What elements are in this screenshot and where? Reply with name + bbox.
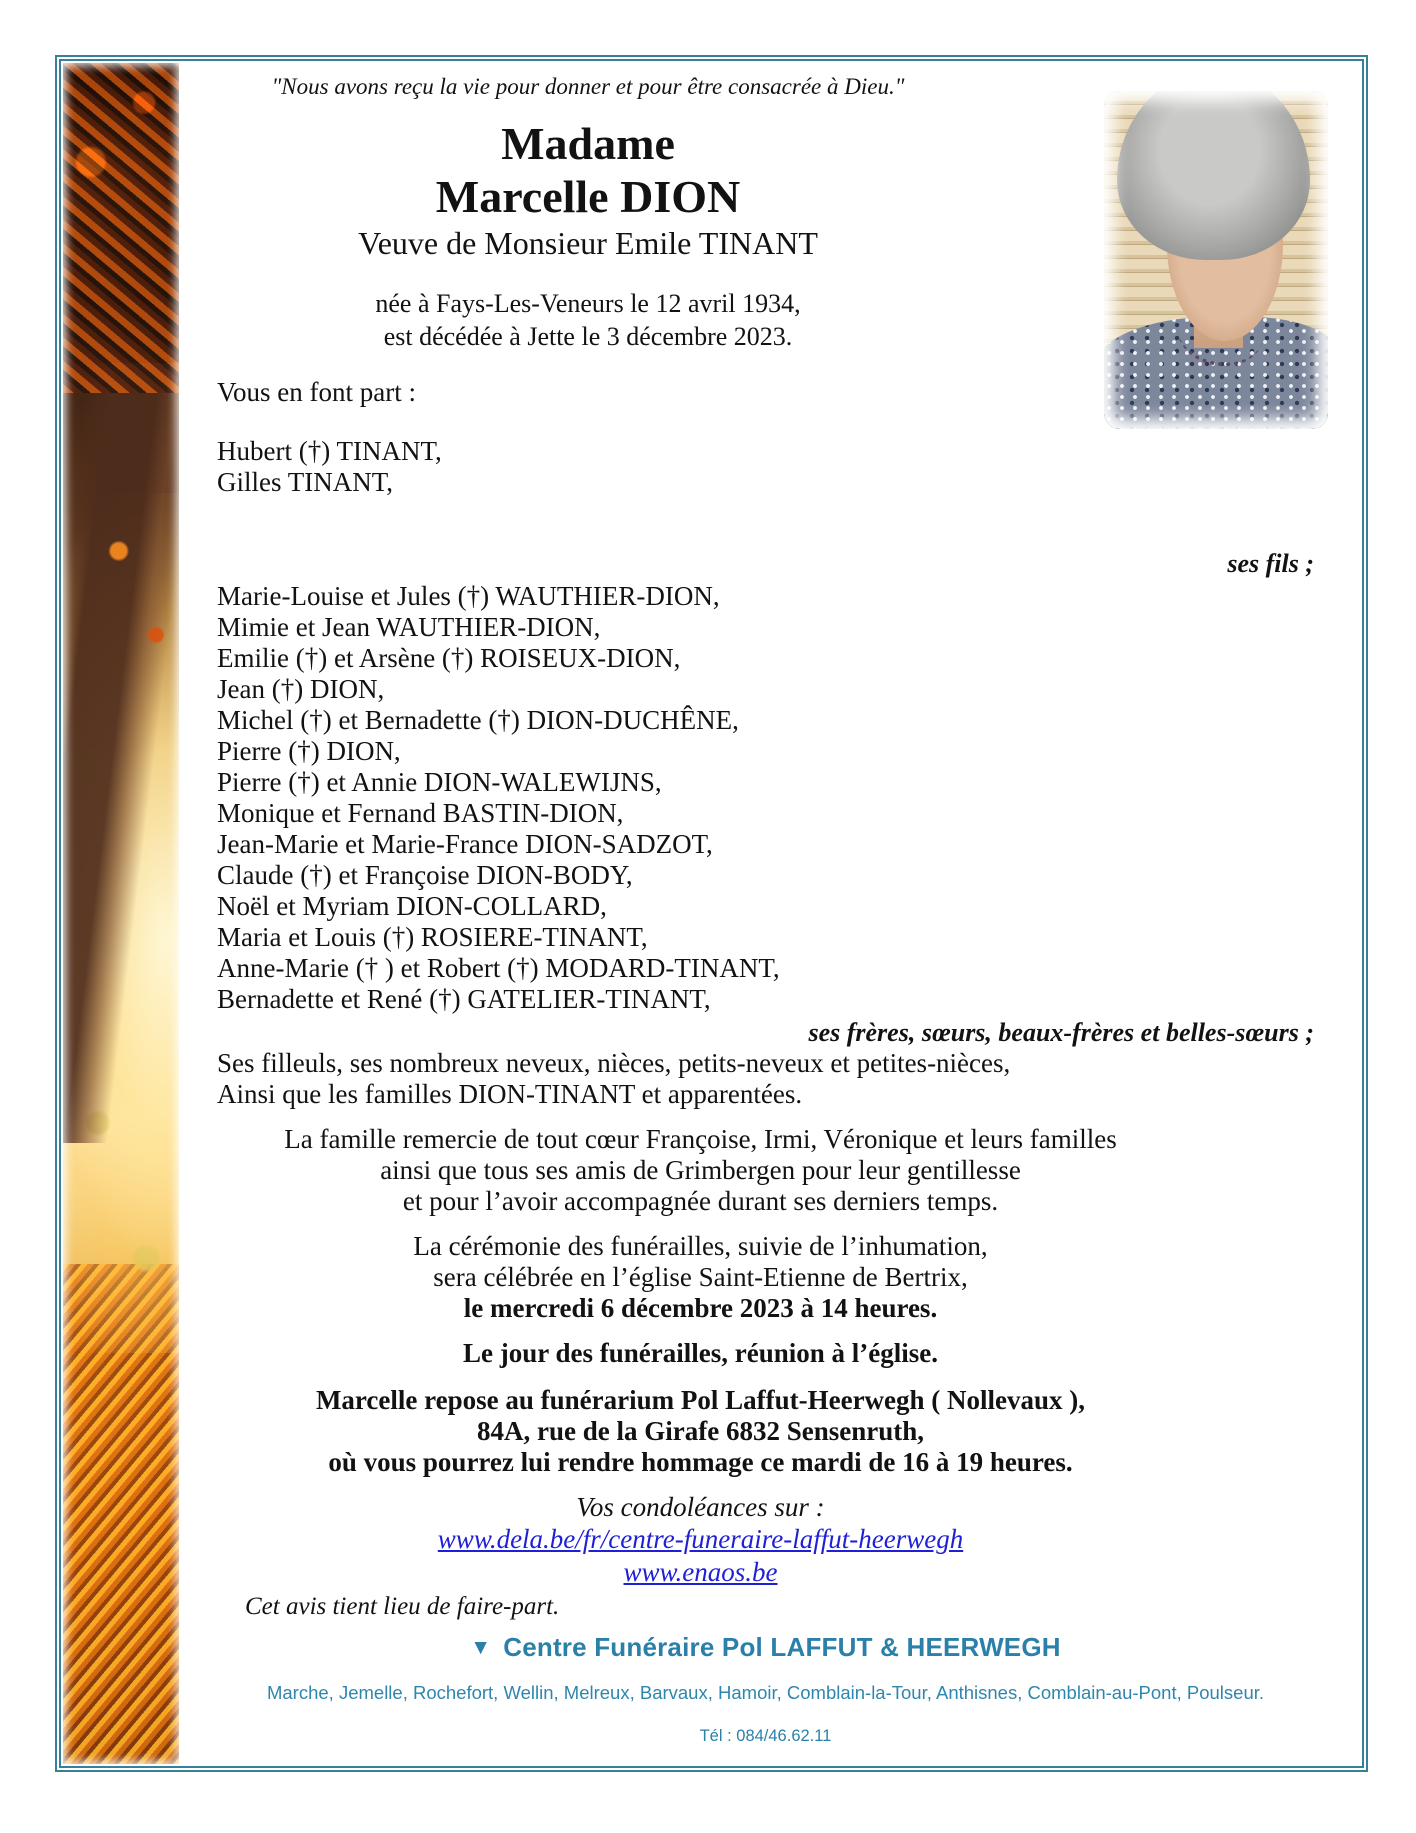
- relatives-line: Ainsi que les familles DION-TINANT et apparentées.: [217, 1079, 803, 1109]
- repose-line: 84A, rue de la Girafe 6832 Sensenruth,: [477, 1416, 924, 1446]
- list-item: Michel (†) et Bernadette (†) DION-DUCHÊNE,: [217, 705, 739, 735]
- ceremony-paragraph: [217, 1231, 1184, 1324]
- list-item: Mimie et Jean WAUTHIER-DION,: [217, 612, 601, 642]
- funeral-home-cities: Marche, Jemelle, Rochefort, Wellin, Melreux, Barvaux, Hamoir, Comblain-la-Tour, Anthisnes, Comblain-au-Pont, Poulseur.: [266, 1682, 1265, 1703]
- opening-quote: "Nous avons reçu la vie pour donner et pour être consacrée à Dieu.": [271, 74, 905, 99]
- triangle-icon: ▼: [470, 1636, 492, 1659]
- list-item: Emilie (†) et Arsène (†) ROISEUX-DION,: [217, 643, 681, 673]
- thanks-line: La famille remercie de tout cœur Françoise, Irmi, Véronique et leurs familles: [284, 1124, 1117, 1154]
- content-area: [181, 61, 1362, 1766]
- condolences-link-dela[interactable]: www.dela.be/fr/centre-funeraire-laffut-heerwegh: [437, 1524, 964, 1554]
- siblings-list: [217, 581, 1314, 1015]
- list-item: Monique et Fernand BASTIN-DION,: [217, 798, 624, 828]
- thanks-paragraph: [217, 1124, 1184, 1217]
- funeral-home-name: Centre Funéraire Pol LAFFUT & HEERWEGH: [503, 1632, 1061, 1662]
- ceremony-datetime: le mercredi 6 décembre 2023 à 14 heures.: [463, 1293, 938, 1323]
- condolences-link-enaos[interactable]: www.enaos.be: [623, 1557, 778, 1587]
- thanks-line: et pour l’avoir accompagnée durant ses derniers temps.: [402, 1186, 999, 1216]
- siblings-caption: ses frères, sœurs, beaux-frères et belles-sœurs ;: [808, 1018, 1314, 1047]
- repose-line: Marcelle repose au funérarium Pol Laffut-Heerwegh ( Nollevaux ),: [315, 1385, 1086, 1415]
- list-item: Anne-Marie († ) et Robert (†) MODARD-TINANT,: [217, 953, 780, 983]
- announcement-card: [55, 55, 1368, 1772]
- death-line: est décédée à Jette le 3 décembre 2023.: [383, 322, 793, 351]
- header-block: [217, 73, 959, 353]
- condolences-block: [217, 1492, 1184, 1589]
- list-item: Pierre (†) DION,: [217, 736, 401, 766]
- funeral-home-brand: [217, 1632, 1314, 1663]
- meeting-line: Le jour des funérailles, réunion à l’église.: [463, 1338, 938, 1368]
- relatives-line: Ses filleuls, ses nombreux neveux, nièces, petits-neveux et petites-nièces,: [217, 1048, 1011, 1078]
- list-item: Hubert (†) TINANT,: [217, 436, 442, 466]
- ceremony-line: La cérémonie des funérailles, suivie de l’inhumation,: [413, 1231, 988, 1261]
- list-item: Jean-Marie et Marie-France DION-SADZOT,: [217, 829, 713, 859]
- funeral-home-phone: Tél : 084/46.62.11: [699, 1727, 832, 1745]
- list-item: Bernadette et René (†) GATELIER-TINANT,: [217, 984, 711, 1014]
- notice-line: Cet avis tient lieu de faire-part.: [245, 1593, 560, 1620]
- birth-line: née à Fays-Les-Veneurs le 12 avril 1934,: [375, 289, 801, 318]
- list-item: Maria et Louis (†) ROSIERE-TINANT,: [217, 922, 648, 952]
- autumn-forest-photo: [63, 63, 179, 1764]
- list-item: Pierre (†) et Annie DION-WALEWIJNS,: [217, 767, 662, 797]
- list-item: Claude (†) et Françoise DION-BODY,: [217, 860, 633, 890]
- thanks-line: ainsi que tous ses amis de Grimbergen pour leur gentillesse: [380, 1155, 1021, 1185]
- sons-caption: ses fils ;: [1227, 549, 1314, 578]
- repose-paragraph: [217, 1385, 1184, 1478]
- sons-list: [217, 436, 1314, 498]
- condolences-label: Vos condoléances sur :: [576, 1492, 825, 1522]
- list-item: Marie-Louise et Jules (†) WAUTHIER-DION,: [217, 581, 720, 611]
- list-item: Gilles TINANT,: [217, 467, 393, 497]
- funeral-home-footer: [217, 1632, 1314, 1752]
- announcement-label: Vous en font part :: [217, 377, 416, 407]
- ceremony-line: sera célébrée en l’église Saint-Etienne de Bertrix,: [433, 1262, 968, 1292]
- title-madame: Madame: [501, 118, 675, 169]
- list-item: Noël et Myriam DION-COLLARD,: [217, 891, 607, 921]
- list-item: Jean (†) DION,: [217, 674, 385, 704]
- repose-line: où vous pourrez lui rendre hommage ce mardi de 16 à 19 heures.: [328, 1447, 1073, 1477]
- widow-subtitle: Veuve de Monsieur Emile TINANT: [358, 225, 818, 261]
- birth-death-dates: [217, 287, 959, 353]
- deceased-name: Marcelle DION: [435, 171, 741, 222]
